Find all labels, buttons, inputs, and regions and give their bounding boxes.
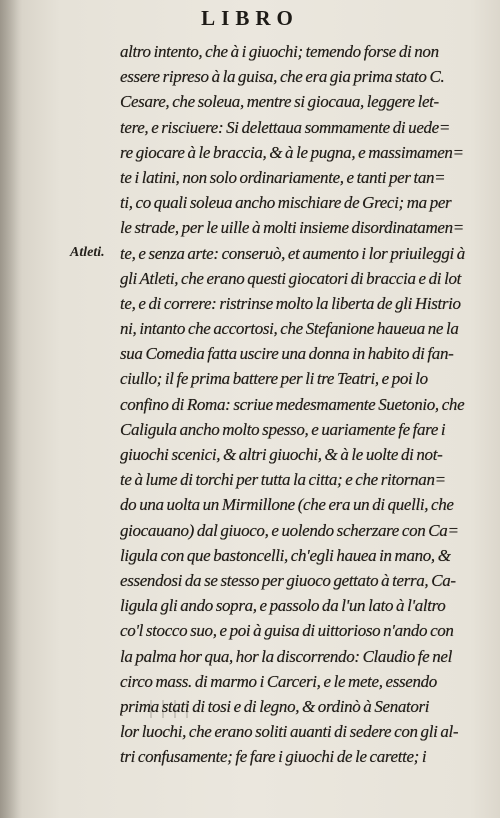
marginal-note: Atleti. [70, 245, 105, 260]
text-line: giuochi scenici, & altri giuochi, & à le uolte di not- [120, 445, 443, 464]
text-line: essere ripreso à la guisa, che era gia prima stato C. [120, 67, 445, 87]
text-line: te, e senza arte: conseruò, et aumento i lor priuileggi à [120, 243, 465, 263]
text-line: te, e di correre: ristrinse molto la liberta de gli Histrio [120, 293, 461, 313]
text-line: confino di Roma: scriue medesmamente Suetonio, che [120, 394, 465, 414]
text-line: tere, e risciuere: Si delettaua sommamente di uede= [120, 117, 450, 137]
gutter-shadow [0, 0, 22, 818]
text-line: co'l stocco suo, e poi à guisa di uittorioso n'ando con [120, 621, 454, 641]
text-line: lor luochi, che erano soliti auanti di sedere con gli al- [120, 722, 459, 742]
text-line: ligula con que bastoncelli, ch'egli hauea in mano, & [120, 545, 451, 565]
text-line: ligula gli ando sopra, e passolo da l'un lato à l'altro [120, 596, 446, 616]
text-line: sua Comedia fatta uscire una donna in habito di fan- [120, 344, 454, 364]
text-line: prima stati di tosi e di legno, & ordinò à Senatori [120, 696, 430, 716]
text-line: altro intento, che à i giuochi; temendo forse di non [120, 42, 439, 61]
text-line: ti, co quali soleua ancho mischiare de Greci; ma per [120, 193, 452, 213]
text-line: Caligula ancho molto spesso, e uariamente fe fare i [120, 419, 446, 439]
text-line: do una uolta un Mirmillone (che era un di quelli, che [120, 495, 454, 515]
text-line: giocauano) dal giuoco, e uolendo scherzare con Ca= [120, 520, 459, 540]
text-line: tri confusamente; fe fare i giuochi de le carette; i [120, 747, 427, 767]
text-line: te i latini, non solo ordinariamente, e tanti per tan= [120, 167, 446, 187]
running-head: LIBRO [201, 6, 299, 30]
text-line: gli Atleti, che erano questi giocatori di braccia e di lot [120, 268, 461, 288]
text-line: circo mass. di marmo i Carceri, e le mete, essendo [120, 671, 437, 691]
text-line: te à lume di torchi per tutta la citta; e che ritornan= [120, 470, 446, 490]
text-line: la palma hor qua, hor la discorrendo: Claudio fe nel [120, 646, 452, 666]
text-line: Cesare, che soleua, mentre si giocaua, leggere let- [120, 92, 439, 112]
text-line: essendosi da se stesso per giuoco gettato à terra, Ca- [120, 570, 456, 590]
text-line: ciullo; il fe prima battere per li tre Teatri, e poi lo [120, 369, 428, 389]
show-through-marks [150, 700, 270, 730]
text-line: re giocare à le braccia, & à le pugna, e massimamen= [120, 142, 464, 162]
text-line: ni, intanto che accortosi, che Stefanione haueua ne la [120, 319, 459, 339]
body-text [120, 39, 492, 769]
text-line: le strade, per le uille à molti insieme disordinatamen= [120, 218, 464, 238]
